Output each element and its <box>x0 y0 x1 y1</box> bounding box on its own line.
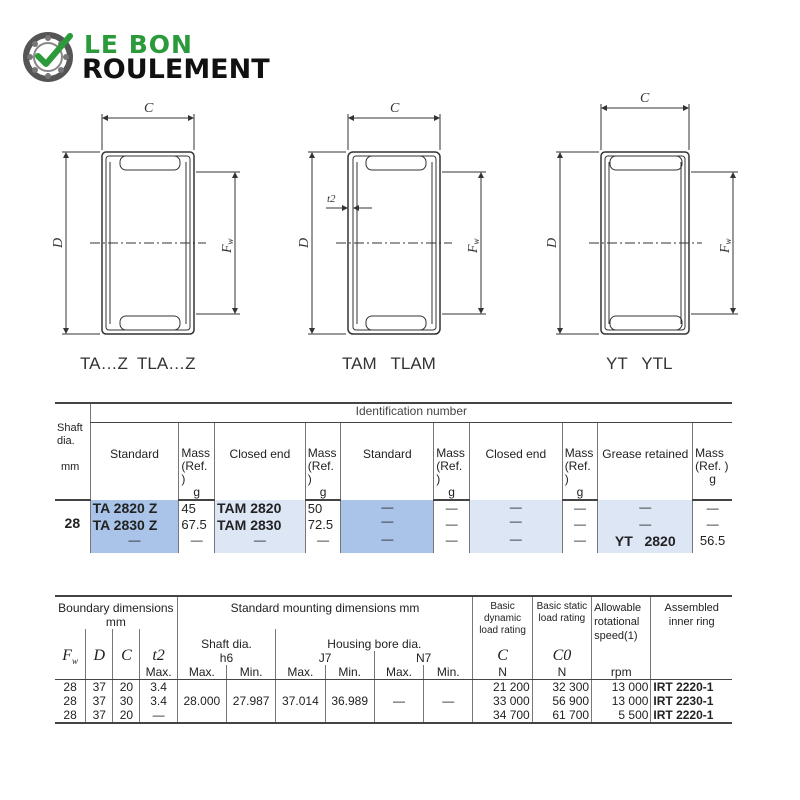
ref-4: (Ref. ) <box>564 459 591 486</box>
r1-c: 20 <box>113 680 140 695</box>
r1-rpm: 13 000 <box>592 680 651 695</box>
r3-rpm: 5 500 <box>592 708 651 723</box>
drawing-ta-z <box>62 114 240 334</box>
yt-row1: — <box>598 500 693 517</box>
r1-C0: 32 300 <box>532 680 591 695</box>
r3-c: 20 <box>113 708 140 723</box>
std2-dash2: — <box>381 514 394 528</box>
dim-fw-2: Fw <box>466 238 481 253</box>
n-unit-2: N <box>557 665 567 679</box>
closed2-dash3: — <box>509 532 522 546</box>
shaft-dia-head: Shaft dia. <box>177 629 276 651</box>
fw-head: F <box>62 647 72 664</box>
drawing-yt <box>556 104 738 334</box>
closed-row2: TAM 2830 <box>215 517 306 533</box>
closed-row1: TAM 2820 <box>215 500 306 517</box>
mass-3: Mass <box>436 446 465 460</box>
r2-fw: 28 <box>63 694 77 708</box>
m1-row3: — <box>179 533 215 553</box>
bearing-drawings <box>0 90 800 390</box>
dim-c-1: C <box>144 101 154 116</box>
rpm-unit: rpm <box>592 665 651 680</box>
dim-t2: t2 <box>327 193 336 205</box>
m4-row3: — <box>562 533 598 553</box>
r3-C: 34 700 <box>473 708 532 723</box>
logo-line2: ROULEMENT <box>82 54 270 85</box>
h6-min: Min. <box>226 665 275 680</box>
d-head: D <box>86 629 113 680</box>
r2-d: 37 <box>86 694 113 708</box>
m1-row2: 67.5 <box>179 517 215 533</box>
speed-head: Allowable rotational speed(1) <box>592 596 651 665</box>
mass-1: Mass <box>181 446 211 460</box>
dim-c-2: C <box>390 101 400 116</box>
mass-4: Mass <box>564 446 594 460</box>
n7-head: N7 <box>374 651 473 665</box>
g-4: g <box>576 485 584 499</box>
ref-2: (Ref. ) <box>307 459 334 486</box>
housing-head: Housing bore dia. <box>276 629 473 651</box>
h6-max: Max. <box>177 665 226 680</box>
n7-max-val: — <box>374 680 423 724</box>
r2-ring: IRT 2230-1 <box>651 694 732 708</box>
g-5: g <box>709 472 716 486</box>
dim-c-3: C <box>640 91 650 106</box>
shaft-min: 27.987 <box>226 680 275 724</box>
m4-row1: — <box>562 500 598 517</box>
dim-d-1: D <box>51 237 66 248</box>
ref-1: (Ref. ) <box>181 459 208 486</box>
boundary-head: Boundary dimensions <box>58 601 174 615</box>
c0-sym: C0 <box>552 647 572 664</box>
t2-head: t2 <box>152 647 165 664</box>
r2-rpm: 13 000 <box>592 694 651 708</box>
m5-row3: 56.5 <box>693 533 732 553</box>
closed2-cell <box>469 500 562 553</box>
j7-min-val: 36.989 <box>325 680 374 724</box>
g-3: g <box>448 485 455 499</box>
c-head: C <box>113 629 140 680</box>
shaft-value: 28 <box>64 515 81 531</box>
bearing-check-icon <box>22 28 78 84</box>
boundary-head-cell <box>55 596 177 629</box>
col-standard-1: Standard <box>90 423 179 501</box>
shaft-unit: mm <box>61 461 80 473</box>
closed2-dash1: — <box>509 500 522 514</box>
n7-min-val: — <box>424 680 473 724</box>
j7-head: J7 <box>276 651 375 665</box>
drawing-tam <box>308 114 486 334</box>
dim-fw-3: Fw <box>718 238 733 253</box>
fw-sub: w <box>71 656 78 667</box>
col-standard-2: Standard <box>341 423 434 501</box>
r3-fw: 28 <box>55 708 86 723</box>
r3-d: 37 <box>86 708 113 723</box>
stat-head: Basic static load rating <box>532 596 591 665</box>
r1-ring: IRT 2220-1 <box>651 680 732 695</box>
r2-C: 33 000 <box>473 694 532 708</box>
h6-head: h6 <box>177 651 276 665</box>
r1-t2: 3.4 <box>140 680 177 695</box>
n7-max: Max. <box>374 665 423 680</box>
drawing-label-tam: TAM TLAM <box>342 354 436 373</box>
m5-row1: — <box>693 500 732 517</box>
r2-t2: 3.4 <box>140 694 177 708</box>
j7-max: Max. <box>276 665 325 680</box>
drawing-label-yt: YT YTL <box>606 354 673 373</box>
m3-row1: — <box>434 500 470 517</box>
mass-2: Mass <box>307 446 337 460</box>
m4-row2: — <box>562 517 598 533</box>
logo-line1: LE BON <box>84 30 193 59</box>
std-row1: TA 2820 Z <box>90 500 179 517</box>
dim-d-3: D <box>545 237 560 248</box>
g-2: g <box>319 485 327 499</box>
inner-head: Assembled inner ring <box>651 596 732 665</box>
c-sym: C <box>497 647 508 664</box>
r1-d: 37 <box>86 680 113 695</box>
drawing-label-ta: TA…Z TLA…Z <box>80 354 196 373</box>
std2-dash1: — <box>381 500 394 514</box>
ref-5: (Ref. ) <box>695 459 729 473</box>
dim-d-2: D <box>297 237 312 248</box>
ref-3: (Ref. ) <box>436 459 463 486</box>
n7-min: Min. <box>424 665 473 680</box>
dimensions-table <box>55 595 732 724</box>
ident-head: Identification number <box>90 403 732 423</box>
g-1: g <box>193 485 201 499</box>
col-closed-1: Closed end <box>215 423 306 501</box>
t2-max: Max. <box>145 665 172 679</box>
std2-cell <box>341 500 434 553</box>
r1-C: 21 200 <box>473 680 532 695</box>
closed2-dash2: — <box>509 514 522 528</box>
r2-c: 30 <box>113 694 140 708</box>
r3-ring: IRT 2220-1 <box>651 708 732 723</box>
n-unit-1: N <box>498 665 507 679</box>
std2-dash3: — <box>381 532 394 546</box>
m2-row1: 50 <box>305 500 341 517</box>
logo <box>22 28 302 86</box>
dyn-head: Basic dynamic load rating <box>473 596 532 665</box>
shaft-head: Shaft dia. <box>57 422 83 447</box>
shaft-max: 28.000 <box>177 680 226 724</box>
yt-row2: — <box>598 517 693 533</box>
boundary-unit: mm <box>105 615 126 629</box>
identification-table <box>55 402 732 553</box>
j7-min: Min. <box>325 665 374 680</box>
yt-row3: YT 2820 <box>598 533 693 553</box>
m3-row3: — <box>434 533 470 553</box>
r3-C0: 61 700 <box>532 708 591 723</box>
std-row2: TA 2830 Z <box>90 517 179 533</box>
closed-row3: — <box>215 533 306 553</box>
std-mount-head: Standard mounting dimensions mm <box>177 596 473 629</box>
r2-C0: 56 900 <box>532 694 591 708</box>
m1-row1: 45 <box>179 500 215 517</box>
j7-max-val: 37.014 <box>276 680 325 724</box>
m2-row3: — <box>305 533 341 553</box>
col-closed-2: Closed end <box>469 423 562 501</box>
dim-fw-1: Fw <box>220 238 235 253</box>
r3-t2: — <box>140 708 177 723</box>
m3-row2: — <box>434 517 470 533</box>
m5-row2: — <box>693 517 732 533</box>
col-grease: Grease retained <box>598 423 693 501</box>
std-row3: — <box>90 533 179 553</box>
m2-row2: 72.5 <box>305 517 341 533</box>
r1-fw: 28 <box>63 680 77 694</box>
mass-5: Mass <box>695 446 724 460</box>
